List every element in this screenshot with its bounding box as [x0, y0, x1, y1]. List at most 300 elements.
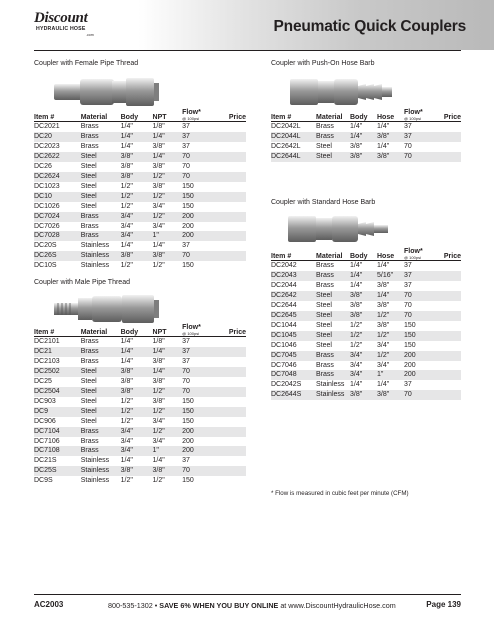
- female-coupler-photo: [50, 75, 162, 109]
- cell-material: Brass: [80, 123, 99, 130]
- cell-item: DC10: [34, 192, 81, 202]
- cell-item: DC2043: [271, 271, 316, 281]
- cell-flow: 37: [182, 338, 190, 345]
- cell-price: [431, 271, 461, 281]
- cell-size: 1/4": [153, 152, 183, 162]
- cell-price: [214, 357, 246, 367]
- cell-body: 1/4": [350, 271, 377, 281]
- col-material: Material: [316, 109, 350, 122]
- cell-price: [214, 417, 246, 427]
- cell-size: 1/2": [153, 407, 183, 417]
- cell-flow: 37: [182, 142, 190, 150]
- cell-flow: 150: [182, 477, 194, 485]
- col-body: Body: [121, 324, 153, 337]
- footer-separator: •: [154, 600, 158, 610]
- cell-item: DC20S: [34, 242, 57, 250]
- table-row: [34, 152, 246, 162]
- cell-flow: 37: [182, 123, 190, 130]
- cell-material: Brass: [316, 262, 334, 269]
- cell-material: Brass: [316, 370, 350, 380]
- cell-flow: 200: [182, 222, 194, 230]
- cell-item: DC25: [34, 377, 52, 385]
- cell-size: 3/8": [152, 142, 165, 150]
- cell-flow: 150: [182, 182, 194, 190]
- cell-price: [431, 152, 461, 162]
- cell-item: DC2502: [34, 367, 81, 377]
- cell-body: 3/4": [121, 427, 153, 437]
- cell-material: Stainless: [80, 262, 110, 270]
- cell-price: [431, 390, 461, 400]
- cell-item: DC2042L: [271, 123, 301, 130]
- cell-body: 1/2": [120, 182, 133, 190]
- col-flow: [404, 248, 431, 261]
- table-row: [34, 417, 246, 427]
- cell-flow: 70: [404, 291, 431, 301]
- col-item: Item #: [34, 109, 81, 122]
- header-rule: [34, 50, 461, 51]
- table-row: [34, 172, 246, 182]
- table-row: [34, 387, 246, 397]
- cell-item: DC7106: [34, 437, 60, 445]
- cell-body: 3/4": [121, 212, 153, 222]
- cell-item: DC2622: [34, 152, 81, 162]
- col-material: Material: [316, 248, 350, 261]
- col-hose: Hose: [377, 248, 404, 261]
- cell-price: [214, 347, 246, 357]
- cell-item: DC2624: [34, 172, 81, 182]
- cell-flow: 200: [404, 370, 431, 380]
- cell-flow: 70: [182, 162, 190, 170]
- cell-flow: 37: [182, 457, 190, 465]
- cell-price: [214, 231, 246, 241]
- cell-price: [214, 337, 246, 347]
- cell-item: DC2642L: [271, 142, 301, 150]
- cell-size: 1/2": [377, 351, 404, 361]
- cell-item: DC7045: [271, 351, 316, 361]
- cell-material: Brass: [316, 351, 350, 361]
- cell-size: 3/4": [377, 341, 390, 349]
- col-item: Item #: [271, 109, 316, 122]
- cell-item: DC1045: [271, 331, 316, 341]
- cell-item: DC2044: [271, 281, 297, 289]
- cell-size: 3/8": [153, 466, 183, 476]
- cell-body: 3/4": [120, 437, 133, 445]
- section-title-pushon: Coupler with Push-On Hose Barb: [271, 60, 375, 67]
- cell-body: 1/2": [350, 331, 377, 341]
- table-row: [271, 311, 461, 321]
- cell-flow: 37: [404, 262, 412, 269]
- cell-body: 3/4": [121, 231, 153, 241]
- cell-flow: 70: [182, 466, 214, 476]
- col-flow: [182, 324, 214, 337]
- cell-flow: 70: [404, 311, 431, 321]
- col-body: Body: [350, 248, 377, 261]
- col-price: Price: [431, 248, 461, 261]
- cell-size: 1/4": [152, 457, 165, 465]
- cell-item: DC7026: [34, 222, 60, 230]
- cell-size: 1/8": [152, 123, 165, 130]
- cell-body: 3/8": [120, 162, 133, 170]
- cell-flow: 150: [182, 397, 194, 405]
- cell-price: [214, 192, 246, 202]
- table-row: [34, 122, 246, 132]
- cell-body: 3/8": [121, 251, 153, 261]
- cell-body: 1/4": [350, 132, 377, 142]
- brand-logo: [34, 10, 96, 40]
- table-row: [34, 241, 246, 251]
- cell-item: DC2645: [271, 311, 316, 321]
- cell-body: 3/4": [350, 370, 377, 380]
- table-row: [34, 357, 246, 367]
- cell-body: 1/4": [120, 338, 133, 345]
- col-flow: [404, 109, 431, 122]
- cell-item: DC2101: [34, 338, 60, 345]
- col-material: Material: [81, 324, 121, 337]
- col-npt: NPT: [153, 109, 183, 122]
- cell-flow: 200: [182, 231, 214, 241]
- cell-size: 1/2": [152, 477, 165, 485]
- cell-flow: 70: [404, 301, 412, 309]
- cell-body: 3/8": [121, 387, 153, 397]
- table-row: [34, 202, 246, 212]
- cell-body: 1/4": [350, 381, 363, 389]
- table-row: [271, 361, 461, 371]
- table-row: [271, 380, 461, 390]
- table-row: [271, 281, 461, 291]
- cell-price: [214, 132, 246, 142]
- cell-item: DC7024: [34, 212, 81, 222]
- table-row: [34, 192, 246, 202]
- section-title-standard: Coupler with Standard Hose Barb: [271, 199, 376, 206]
- cell-item: DC2642: [271, 291, 316, 301]
- table-row: [34, 261, 246, 271]
- cell-size: 3/4": [152, 437, 165, 445]
- col-body: Body: [350, 109, 377, 122]
- cell-flow: 70: [182, 367, 214, 377]
- cell-size: 1/2": [153, 172, 183, 182]
- cell-size: 1/4": [377, 123, 390, 130]
- table-row: [34, 212, 246, 222]
- cell-body: 3/4": [121, 446, 153, 456]
- col-flow-sub: @ 100psi: [182, 116, 200, 121]
- cell-flow: 150: [182, 407, 214, 417]
- col-item: Item #: [34, 324, 81, 337]
- col-flow-label: Flow*: [404, 248, 423, 255]
- cell-price: [214, 152, 246, 162]
- cell-item: DC1046: [271, 341, 297, 349]
- table-row: [271, 301, 461, 311]
- section-title-male: Coupler with Male Pipe Thread: [34, 279, 130, 286]
- cell-price: [431, 142, 461, 152]
- col-flow-sub: @ 100psi: [404, 255, 421, 260]
- cell-body: 1/4": [120, 242, 133, 250]
- cell-material: Steel: [80, 397, 97, 405]
- cell-item: DC26S: [34, 251, 81, 261]
- cell-item: DC2103: [34, 357, 60, 365]
- cell-size: 3/4": [377, 361, 390, 369]
- cell-flow: 150: [182, 202, 194, 210]
- table-row: [271, 271, 461, 281]
- cell-flow: 37: [404, 381, 412, 389]
- table-row: [34, 337, 246, 347]
- cell-size: 1/2": [377, 311, 404, 321]
- table-row: [271, 142, 461, 152]
- cell-flow: 70: [404, 390, 431, 400]
- table-row: [271, 370, 461, 380]
- section-female: [34, 60, 138, 67]
- cell-flow: 70: [182, 172, 214, 182]
- cell-body: 3/4": [350, 361, 363, 369]
- cell-item: DC7108: [34, 446, 81, 456]
- cell-size: 1/4": [153, 367, 183, 377]
- cell-size: 3/4": [152, 202, 165, 210]
- cell-price: [431, 281, 461, 291]
- col-item: Item #: [271, 248, 316, 261]
- cell-size: 1/4": [377, 142, 390, 150]
- cell-flow: 70: [182, 387, 214, 397]
- cell-price: [431, 261, 461, 271]
- cell-flow: 150: [182, 192, 214, 202]
- cell-flow: 37: [182, 357, 190, 365]
- cell-flow: 150: [404, 341, 416, 349]
- cell-size: 1": [377, 370, 404, 380]
- cell-size: 3/8": [152, 182, 165, 190]
- page-title: Pneumatic Quick Couplers: [273, 18, 466, 35]
- flow-footnote: * Flow is measured in cubic feet per minute (CFM): [271, 490, 409, 497]
- cell-material: Steel: [316, 321, 332, 329]
- cell-item: DC26: [34, 162, 52, 170]
- cell-price: [214, 261, 246, 271]
- cell-item: DC9S: [34, 477, 53, 485]
- footer-website: at www.DiscountHydraulicHose.com: [280, 600, 396, 610]
- cell-price: [431, 122, 461, 132]
- cell-material: Steel: [81, 407, 121, 417]
- cell-size: 3/8": [152, 357, 165, 365]
- cell-size: 1/4": [377, 291, 404, 301]
- cell-size: 1/4": [153, 347, 183, 357]
- table-row: [34, 231, 246, 241]
- cell-body: 3/8": [121, 466, 153, 476]
- cell-price: [214, 367, 246, 377]
- cell-flow: 200: [182, 437, 194, 445]
- table-header-row: [271, 109, 461, 122]
- cell-body: 3/4": [350, 351, 377, 361]
- cell-price: [431, 291, 461, 301]
- table-row: [34, 377, 246, 387]
- col-flow-sub: @ 100psi: [182, 331, 200, 336]
- logo-wordmark: Discount: [34, 10, 88, 26]
- cell-flow: 37: [404, 281, 412, 289]
- cell-price: [214, 377, 246, 387]
- cell-price: [431, 311, 461, 321]
- cell-size: 1/2": [152, 262, 165, 270]
- cell-item: DC2021: [34, 123, 60, 130]
- col-flow-sub: @ 100psi: [404, 116, 421, 121]
- cell-size: 3/8": [377, 132, 404, 142]
- cell-material: Brass: [316, 123, 334, 130]
- cell-price: [431, 301, 461, 311]
- cell-material: Brass: [81, 132, 121, 142]
- cell-size: 1/2": [153, 212, 183, 222]
- cell-price: [431, 351, 461, 361]
- table-row: [34, 407, 246, 417]
- cell-size: 3/8": [153, 251, 183, 261]
- cell-price: [214, 222, 246, 232]
- col-npt: NPT: [153, 324, 183, 337]
- cell-material: Steel: [81, 367, 121, 377]
- cell-size: 1/8": [152, 338, 165, 345]
- cell-size: 1/2": [153, 427, 183, 437]
- col-flow-label: Flow*: [182, 109, 201, 116]
- table-row: [271, 261, 461, 271]
- cell-flow: 150: [404, 321, 416, 329]
- cell-price: [214, 476, 246, 486]
- cell-flow: 70: [182, 152, 214, 162]
- section-male: [34, 279, 130, 286]
- cell-material: Steel: [316, 301, 332, 309]
- cell-item: DC20: [34, 132, 81, 142]
- table-header-row: [34, 109, 246, 122]
- cell-price: [214, 241, 246, 251]
- cell-size: 3/8": [152, 397, 165, 405]
- cell-price: [431, 132, 461, 142]
- table-row: [271, 122, 461, 132]
- logo-domain: .com: [86, 33, 94, 37]
- col-price: Price: [214, 324, 246, 337]
- cell-item: DC21: [34, 347, 81, 357]
- cell-material: Steel: [316, 142, 332, 150]
- pushon-barb-coupler-photo: [286, 75, 398, 109]
- cell-material: Steel: [316, 152, 350, 162]
- cell-body: 3/8": [350, 152, 377, 162]
- table-row: [34, 397, 246, 407]
- cell-body: 3/8": [350, 390, 377, 400]
- cell-item: DC2044L: [271, 132, 316, 142]
- cell-body: 3/8": [120, 377, 133, 385]
- cell-material: Brass: [80, 437, 99, 445]
- cell-size: 1": [153, 231, 183, 241]
- cell-body: 1/4": [120, 142, 133, 150]
- section-standard: [271, 199, 375, 206]
- cell-item: DC25S: [34, 466, 81, 476]
- cell-body: 1/4": [120, 457, 133, 465]
- cell-material: Steel: [81, 172, 121, 182]
- cell-price: [431, 380, 461, 390]
- cell-material: Steel: [316, 311, 350, 321]
- cell-item: DC7104: [34, 427, 81, 437]
- cell-price: [214, 162, 246, 172]
- page-footer: [34, 600, 461, 614]
- table-row: [34, 347, 246, 357]
- standard-barb-coupler-photo: [284, 212, 396, 246]
- table-row: [34, 162, 246, 172]
- cell-size: 3/8": [152, 162, 165, 170]
- cell-body: 1/4": [350, 281, 363, 289]
- table-row: [34, 427, 246, 437]
- table-row: [271, 331, 461, 341]
- table-row: [34, 222, 246, 232]
- standard-spec-table: [271, 248, 461, 400]
- footer-rule: [34, 594, 461, 595]
- col-body: Body: [121, 109, 153, 122]
- cell-size: 1/4": [377, 262, 390, 269]
- cell-material: Steel: [316, 331, 350, 341]
- cell-size: 3/8": [377, 321, 390, 329]
- cell-body: 1/4": [120, 357, 133, 365]
- cell-material: Brass: [316, 281, 334, 289]
- cell-material: Stainless: [81, 466, 121, 476]
- cell-size: 3/8": [377, 281, 390, 289]
- table-row: [271, 321, 461, 331]
- cell-material: Stainless: [80, 457, 110, 465]
- cell-material: Steel: [80, 202, 97, 210]
- cell-body: 3/8": [350, 301, 363, 309]
- cell-material: Stainless: [80, 242, 110, 250]
- cell-body: 1/4": [121, 347, 153, 357]
- cell-size: 3/8": [377, 152, 404, 162]
- cell-material: Steel: [81, 192, 121, 202]
- cell-item: DC2042: [271, 262, 297, 269]
- cell-material: Steel: [80, 377, 97, 385]
- table-row: [34, 476, 246, 486]
- cell-flow: 70: [404, 152, 431, 162]
- cell-material: Steel: [81, 387, 121, 397]
- cell-flow: 70: [404, 142, 412, 150]
- table-row: [34, 132, 246, 142]
- table-row: [271, 390, 461, 400]
- cell-material: Brass: [81, 446, 121, 456]
- table-header-row: [34, 324, 246, 337]
- cell-item: DC10S: [34, 262, 57, 270]
- col-flow: [182, 109, 214, 122]
- cell-material: Brass: [316, 271, 350, 281]
- cell-flow: 200: [182, 446, 214, 456]
- table-row: [34, 466, 246, 476]
- cell-flow: 200: [404, 361, 416, 369]
- cell-body: 3/8": [121, 152, 153, 162]
- cell-price: [431, 341, 461, 351]
- cell-size: 1/2": [153, 387, 183, 397]
- cell-item: DC2644: [271, 301, 297, 309]
- cell-price: [431, 321, 461, 331]
- cell-price: [214, 387, 246, 397]
- col-material: Material: [81, 109, 121, 122]
- cell-flow: 37: [404, 132, 431, 142]
- table-row: [271, 341, 461, 351]
- cell-body: 3/8": [350, 291, 377, 301]
- logo-subtitle: HYDRAULIC HOSE: [36, 26, 86, 32]
- cell-flow: 37: [182, 242, 190, 250]
- cell-flow: 37: [404, 271, 431, 281]
- cell-size: 1/4": [152, 242, 165, 250]
- page-number: Page 139: [426, 600, 461, 609]
- table-header-row: [271, 248, 461, 261]
- cell-price: [431, 331, 461, 341]
- footer-phone: 800-535-1302: [108, 600, 153, 610]
- cell-size: 1": [153, 446, 183, 456]
- cell-price: [214, 212, 246, 222]
- cell-size: 1/2": [153, 192, 183, 202]
- cell-material: Stainless: [80, 477, 110, 485]
- cell-item: DC1026: [34, 202, 60, 210]
- cell-body: 1/4": [120, 123, 133, 130]
- cell-flow: 37: [182, 347, 214, 357]
- cell-item: DC7046: [271, 361, 297, 369]
- cell-item: DC2644S: [271, 390, 316, 400]
- male-spec-table: [34, 324, 246, 486]
- cell-item: DC21S: [34, 457, 57, 465]
- cell-body: 3/8": [350, 142, 363, 150]
